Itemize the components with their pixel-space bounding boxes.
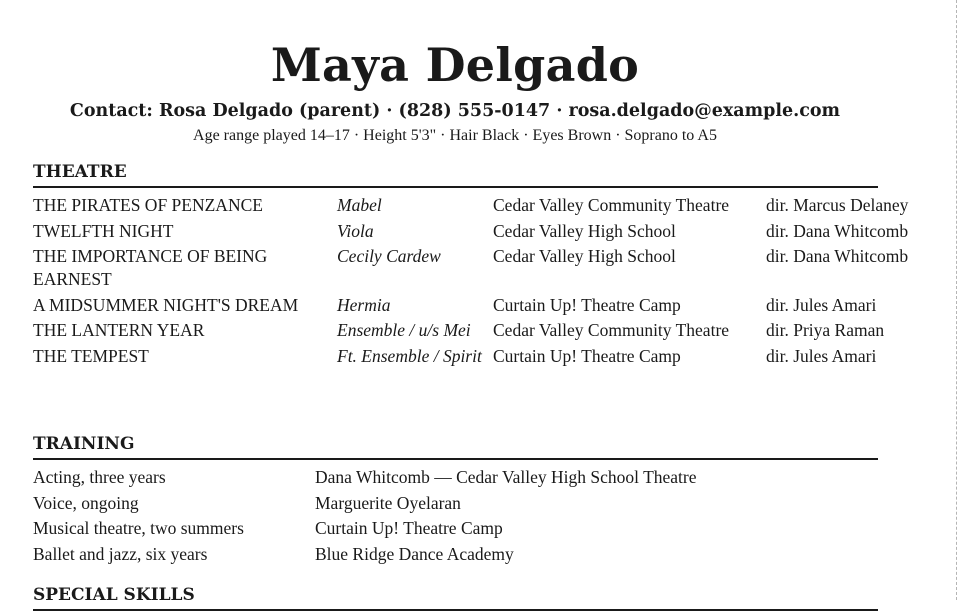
training-teacher: Dana Whitcomb — Cedar Valley High School Theatre: [315, 467, 697, 487]
show-title: THE LANTERN YEAR: [33, 320, 205, 340]
role: Cecily Cardew: [337, 246, 441, 266]
training-subject: Voice, ongoing: [33, 492, 139, 513]
theatre-row: [33, 194, 933, 217]
performer-name: Maya Delgado: [270, 38, 640, 92]
theatre-row: [33, 294, 933, 317]
show-title: THE TEMPEST: [33, 345, 149, 366]
director: dir. Marcus Delaney: [766, 195, 909, 215]
theatre-heading: THEATRE: [33, 162, 878, 188]
training-subject: Ballet and jazz, six years: [33, 543, 208, 564]
director: dir. Priya Raman: [766, 320, 885, 340]
show-title: THE IMPORTANCE OF BEING EARNEST: [33, 246, 268, 289]
theatre-row: [33, 220, 933, 243]
venue: Cedar Valley Community Theatre: [493, 320, 730, 340]
training-teacher: Blue Ridge Dance Academy: [315, 543, 514, 564]
training-heading: TRAINING: [33, 434, 878, 460]
page-edge-divider: [956, 0, 957, 600]
show-title: A MIDSUMMER NIGHT'S DREAM: [33, 294, 299, 315]
theatre-row: [33, 345, 933, 368]
training-subject: Acting, three years: [33, 467, 166, 487]
special-skills-heading: SPECIAL SKILLS: [33, 585, 878, 611]
venue: Cedar Valley High School: [493, 246, 676, 266]
training-subject: Musical theatre, two summers: [33, 518, 244, 538]
director: dir. Dana Whitcomb: [766, 246, 909, 266]
training-row: [33, 492, 933, 515]
training-row: [33, 466, 933, 489]
role: Mabel: [337, 195, 382, 215]
training-row: [33, 543, 933, 566]
venue: Cedar Valley Community Theatre: [493, 195, 730, 215]
role: Ensemble / u/s Mei: [337, 320, 471, 340]
venue: Cedar Valley High School: [493, 220, 676, 241]
director: dir. Dana Whitcomb: [766, 220, 909, 241]
venue: Curtain Up! Theatre Camp: [493, 345, 681, 366]
contact-line: Contact: Rosa Delgado (parent) · (828) 555-0147 · rosa.delgado@example.com: [69, 101, 841, 121]
role: Ft. Ensemble / Spirit: [337, 345, 482, 366]
venue: Curtain Up! Theatre Camp: [493, 294, 681, 315]
theatre-list: [33, 194, 933, 370]
role: Viola: [337, 220, 374, 241]
training-teacher: Marguerite Oyelaran: [315, 492, 461, 513]
show-title: THE PIRATES OF PENZANCE: [33, 195, 263, 215]
training-teacher: Curtain Up! Theatre Camp: [315, 518, 503, 538]
theatre-row: [33, 319, 933, 342]
director: dir. Jules Amari: [766, 345, 877, 366]
show-title: TWELFTH NIGHT: [33, 220, 174, 241]
training-row: [33, 517, 933, 540]
role: Hermia: [337, 294, 391, 315]
director: dir. Jules Amari: [766, 294, 877, 315]
training-list: [33, 466, 933, 568]
stats-line: Age range played 14–17 · Height 5'3" · Hair Black · Eyes Brown · Soprano to A5: [193, 127, 717, 144]
theatre-row: [33, 245, 933, 291]
